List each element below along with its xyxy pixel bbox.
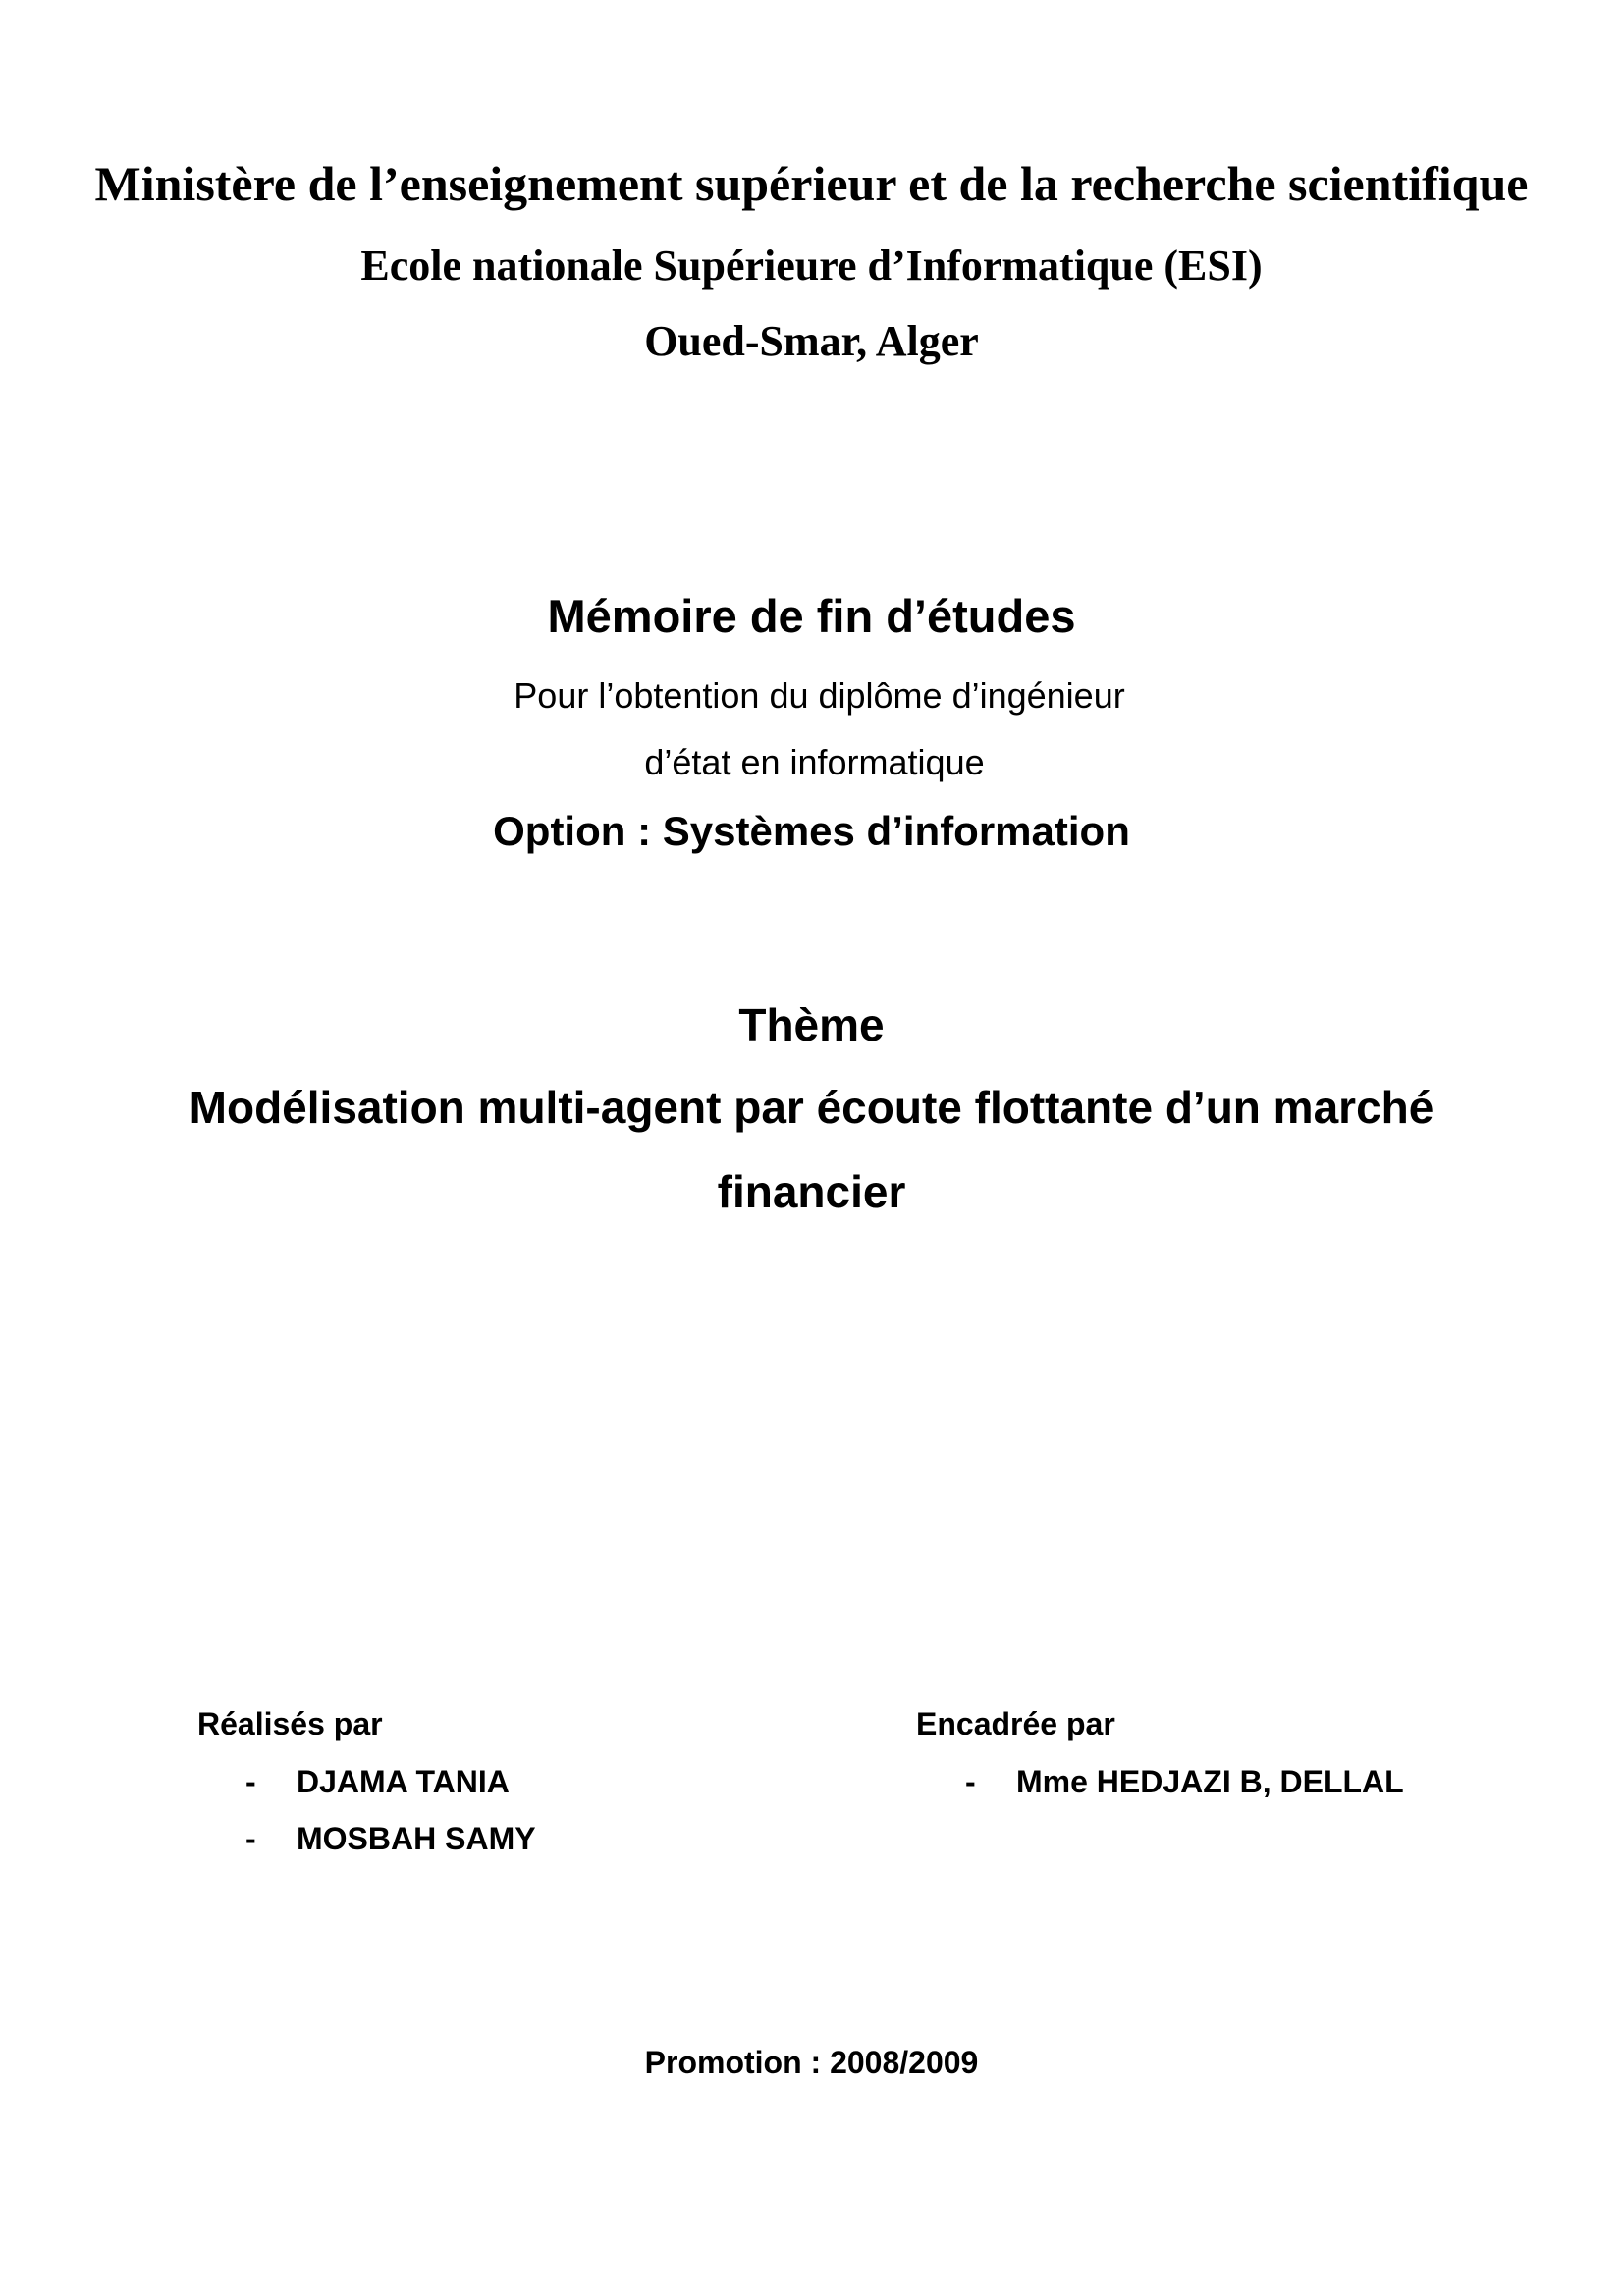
school-heading: Ecole nationale Supérieure d’Informatique (ESI) [360,241,1263,290]
supervisor-bullet: - [965,1764,976,1799]
thesis-type: Mémoire de fin d’études [547,590,1076,642]
thesis-option: Option : Systèmes d’information [493,808,1130,854]
city-heading: Oued-Smar, Alger [644,317,979,365]
author-bullet: - [245,1764,256,1799]
promotion-year: Promotion : 2008/2009 [644,2045,979,2080]
authors-label: Réalisés par [197,1706,383,1741]
theme-label: Thème [738,999,885,1050]
author-name: DJAMA TANIA [297,1764,510,1799]
thesis-purpose-line-2: d’état en informatique [644,742,985,782]
theme-title-line-2: financier [717,1166,906,1217]
author-bullet: - [245,1821,256,1856]
supervisor-name: Mme HEDJAZI B, DELLAL [1016,1764,1404,1799]
thesis-purpose-line-1: Pour l’obtention du diplôme d’ingénieur [514,675,1125,716]
author-name: MOSBAH SAMY [297,1821,536,1856]
supervisors-label: Encadrée par [916,1706,1115,1741]
ministry-heading: Ministère de l’enseignement supérieur et de la recherche scientifique [94,156,1529,211]
theme-title-line-1: Modélisation multi-agent par écoute flottante d’un marché [189,1082,1434,1133]
